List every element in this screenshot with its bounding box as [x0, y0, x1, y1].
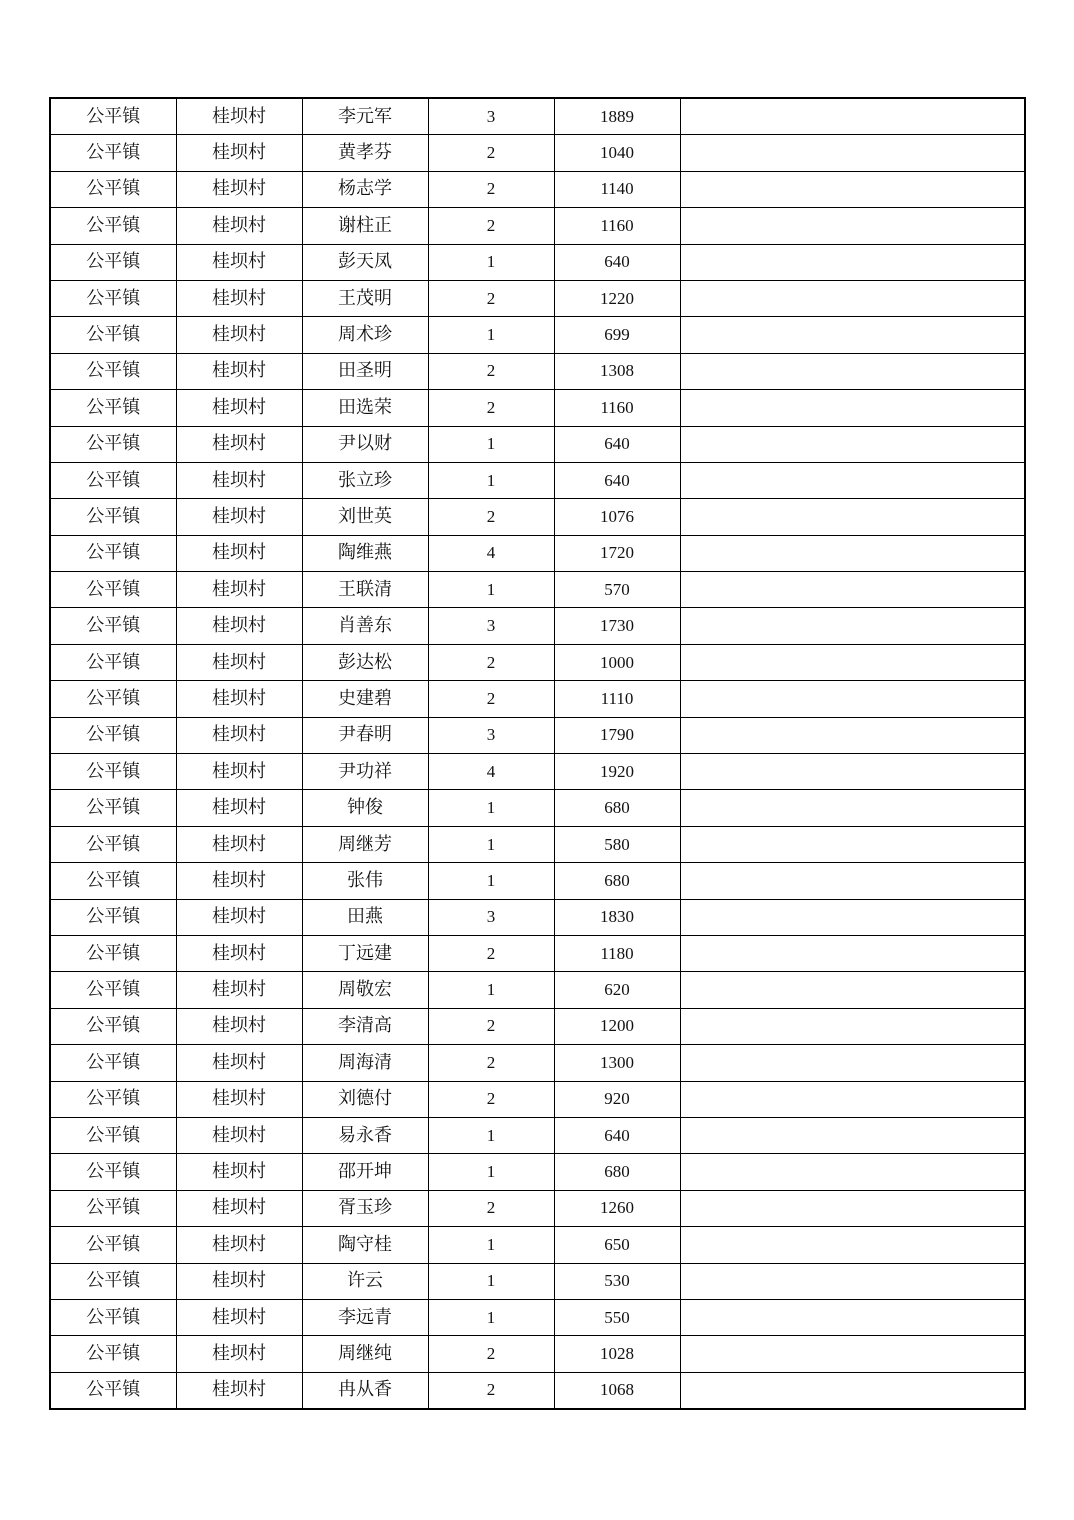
person-name-cell: 周继芳 [302, 826, 428, 862]
amount-cell: 640 [554, 462, 680, 498]
person-name-cell: 彭达松 [302, 644, 428, 680]
household-count-cell: 2 [428, 171, 554, 207]
person-name-cell: 陶维燕 [302, 535, 428, 571]
table-row [50, 1154, 1025, 1190]
household-count-cell: 1 [428, 863, 554, 899]
person-name-cell: 王茂明 [302, 280, 428, 316]
person-name-cell: 李元军 [302, 98, 428, 135]
town-cell: 公平镇 [50, 1008, 176, 1044]
person-name-cell: 谢柱正 [302, 208, 428, 244]
amount-cell: 640 [554, 244, 680, 280]
household-count-cell: 1 [428, 1154, 554, 1190]
town-cell: 公平镇 [50, 790, 176, 826]
village-cell: 桂坝村 [176, 1045, 302, 1081]
data-table-container [49, 97, 1024, 1410]
amount-cell: 620 [554, 972, 680, 1008]
table-row [50, 863, 1025, 899]
amount-cell: 550 [554, 1299, 680, 1335]
town-cell: 公平镇 [50, 353, 176, 389]
household-count-cell: 3 [428, 98, 554, 135]
village-cell: 桂坝村 [176, 826, 302, 862]
household-count-cell: 4 [428, 754, 554, 790]
person-name-cell: 胥玉珍 [302, 1190, 428, 1226]
table-row [50, 754, 1025, 790]
town-cell: 公平镇 [50, 1117, 176, 1153]
household-count-cell: 1 [428, 1299, 554, 1335]
town-cell: 公平镇 [50, 390, 176, 426]
village-cell: 桂坝村 [176, 935, 302, 971]
village-cell: 桂坝村 [176, 608, 302, 644]
person-name-cell: 尹功祥 [302, 754, 428, 790]
amount-cell: 1180 [554, 935, 680, 971]
table-row [50, 826, 1025, 862]
table-row [50, 135, 1025, 171]
town-cell: 公平镇 [50, 171, 176, 207]
remarks-cell [680, 717, 1025, 753]
town-cell: 公平镇 [50, 899, 176, 935]
person-name-cell: 彭天凤 [302, 244, 428, 280]
village-cell: 桂坝村 [176, 280, 302, 316]
town-cell: 公平镇 [50, 717, 176, 753]
household-count-cell: 1 [428, 426, 554, 462]
amount-cell: 1790 [554, 717, 680, 753]
town-cell: 公平镇 [50, 644, 176, 680]
amount-cell: 530 [554, 1263, 680, 1299]
village-cell: 桂坝村 [176, 899, 302, 935]
remarks-cell [680, 681, 1025, 717]
village-cell: 桂坝村 [176, 1263, 302, 1299]
remarks-cell [680, 353, 1025, 389]
table-row [50, 208, 1025, 244]
table-row [50, 681, 1025, 717]
table-row [50, 790, 1025, 826]
person-name-cell: 陶守桂 [302, 1227, 428, 1263]
household-count-cell: 3 [428, 717, 554, 753]
remarks-cell [680, 863, 1025, 899]
town-cell: 公平镇 [50, 681, 176, 717]
village-cell: 桂坝村 [176, 681, 302, 717]
remarks-cell [680, 1299, 1025, 1335]
table-row [50, 171, 1025, 207]
household-count-cell: 2 [428, 390, 554, 426]
amount-cell: 1720 [554, 535, 680, 571]
amount-cell: 1889 [554, 98, 680, 135]
remarks-cell [680, 499, 1025, 535]
village-cell: 桂坝村 [176, 208, 302, 244]
person-name-cell: 邵开坤 [302, 1154, 428, 1190]
town-cell: 公平镇 [50, 1336, 176, 1372]
town-cell: 公平镇 [50, 208, 176, 244]
amount-cell: 650 [554, 1227, 680, 1263]
person-name-cell: 周术珍 [302, 317, 428, 353]
town-cell: 公平镇 [50, 1227, 176, 1263]
person-name-cell: 冉从香 [302, 1372, 428, 1409]
table-body [50, 98, 1025, 1409]
village-cell: 桂坝村 [176, 972, 302, 1008]
table-row [50, 717, 1025, 753]
table-row [50, 1372, 1025, 1409]
table-row [50, 1227, 1025, 1263]
village-cell: 桂坝村 [176, 390, 302, 426]
person-name-cell: 刘世英 [302, 499, 428, 535]
person-name-cell: 尹春明 [302, 717, 428, 753]
table-row [50, 426, 1025, 462]
town-cell: 公平镇 [50, 499, 176, 535]
amount-cell: 680 [554, 863, 680, 899]
table-row [50, 1336, 1025, 1372]
town-cell: 公平镇 [50, 1190, 176, 1226]
village-cell: 桂坝村 [176, 1154, 302, 1190]
household-count-cell: 1 [428, 572, 554, 608]
remarks-cell [680, 171, 1025, 207]
remarks-cell [680, 899, 1025, 935]
village-cell: 桂坝村 [176, 572, 302, 608]
household-count-cell: 2 [428, 208, 554, 244]
table-row [50, 972, 1025, 1008]
household-count-cell: 1 [428, 1117, 554, 1153]
village-cell: 桂坝村 [176, 426, 302, 462]
town-cell: 公平镇 [50, 135, 176, 171]
table-row [50, 1299, 1025, 1335]
village-cell: 桂坝村 [176, 462, 302, 498]
village-cell: 桂坝村 [176, 135, 302, 171]
household-count-cell: 1 [428, 1263, 554, 1299]
town-cell: 公平镇 [50, 317, 176, 353]
remarks-cell [680, 608, 1025, 644]
person-name-cell: 田选荣 [302, 390, 428, 426]
village-cell: 桂坝村 [176, 1190, 302, 1226]
village-cell: 桂坝村 [176, 171, 302, 207]
household-count-cell: 2 [428, 135, 554, 171]
amount-cell: 1110 [554, 681, 680, 717]
household-count-cell: 3 [428, 608, 554, 644]
amount-cell: 640 [554, 1117, 680, 1153]
person-name-cell: 黄孝芬 [302, 135, 428, 171]
person-name-cell: 周继纯 [302, 1336, 428, 1372]
town-cell: 公平镇 [50, 1263, 176, 1299]
table-row [50, 390, 1025, 426]
amount-cell: 580 [554, 826, 680, 862]
table-row [50, 572, 1025, 608]
amount-cell: 1920 [554, 754, 680, 790]
table-row [50, 899, 1025, 935]
amount-cell: 1040 [554, 135, 680, 171]
amount-cell: 570 [554, 572, 680, 608]
person-name-cell: 李清高 [302, 1008, 428, 1044]
amount-cell: 1076 [554, 499, 680, 535]
household-count-cell: 1 [428, 790, 554, 826]
remarks-cell [680, 1045, 1025, 1081]
household-count-cell: 1 [428, 972, 554, 1008]
village-cell: 桂坝村 [176, 1227, 302, 1263]
amount-cell: 1300 [554, 1045, 680, 1081]
table-row [50, 1008, 1025, 1044]
person-name-cell: 张立珍 [302, 462, 428, 498]
household-count-cell: 2 [428, 1190, 554, 1226]
amount-cell: 1140 [554, 171, 680, 207]
amount-cell: 699 [554, 317, 680, 353]
remarks-cell [680, 280, 1025, 316]
amount-cell: 1028 [554, 1336, 680, 1372]
table-row [50, 935, 1025, 971]
remarks-cell [680, 754, 1025, 790]
village-cell: 桂坝村 [176, 1117, 302, 1153]
village-cell: 桂坝村 [176, 1336, 302, 1372]
town-cell: 公平镇 [50, 863, 176, 899]
remarks-cell [680, 535, 1025, 571]
amount-cell: 1830 [554, 899, 680, 935]
remarks-cell [680, 1117, 1025, 1153]
table-row [50, 608, 1025, 644]
remarks-cell [680, 135, 1025, 171]
table-row [50, 1117, 1025, 1153]
amount-cell: 680 [554, 790, 680, 826]
town-cell: 公平镇 [50, 1154, 176, 1190]
town-cell: 公平镇 [50, 935, 176, 971]
amount-cell: 1220 [554, 280, 680, 316]
remarks-cell [680, 244, 1025, 280]
village-cell: 桂坝村 [176, 499, 302, 535]
village-cell: 桂坝村 [176, 1372, 302, 1409]
remarks-cell [680, 462, 1025, 498]
town-cell: 公平镇 [50, 280, 176, 316]
remarks-cell [680, 1336, 1025, 1372]
remarks-cell [680, 1263, 1025, 1299]
remarks-cell [680, 1081, 1025, 1117]
village-cell: 桂坝村 [176, 1081, 302, 1117]
household-count-cell: 2 [428, 681, 554, 717]
amount-cell: 1000 [554, 644, 680, 680]
household-count-cell: 2 [428, 1045, 554, 1081]
table-row [50, 1190, 1025, 1226]
remarks-cell [680, 208, 1025, 244]
person-name-cell: 肖善东 [302, 608, 428, 644]
village-cell: 桂坝村 [176, 98, 302, 135]
household-count-cell: 1 [428, 244, 554, 280]
village-cell: 桂坝村 [176, 754, 302, 790]
remarks-cell [680, 1154, 1025, 1190]
town-cell: 公平镇 [50, 1299, 176, 1335]
town-cell: 公平镇 [50, 1372, 176, 1409]
amount-cell: 1160 [554, 208, 680, 244]
amount-cell: 1160 [554, 390, 680, 426]
household-count-cell: 3 [428, 899, 554, 935]
remarks-cell [680, 826, 1025, 862]
table-row [50, 353, 1025, 389]
table-row [50, 1081, 1025, 1117]
town-cell: 公平镇 [50, 462, 176, 498]
household-count-cell: 2 [428, 1081, 554, 1117]
amount-cell: 1068 [554, 1372, 680, 1409]
table-row [50, 317, 1025, 353]
person-name-cell: 周敬宏 [302, 972, 428, 1008]
village-cell: 桂坝村 [176, 790, 302, 826]
person-name-cell: 李远青 [302, 1299, 428, 1335]
town-cell: 公平镇 [50, 754, 176, 790]
village-cell: 桂坝村 [176, 353, 302, 389]
person-name-cell: 周海清 [302, 1045, 428, 1081]
town-cell: 公平镇 [50, 572, 176, 608]
remarks-cell [680, 644, 1025, 680]
table-row [50, 244, 1025, 280]
household-count-cell: 1 [428, 1227, 554, 1263]
person-name-cell: 张伟 [302, 863, 428, 899]
household-count-cell: 1 [428, 317, 554, 353]
town-cell: 公平镇 [50, 98, 176, 135]
amount-cell: 1260 [554, 1190, 680, 1226]
remarks-cell [680, 390, 1025, 426]
village-cell: 桂坝村 [176, 863, 302, 899]
remarks-cell [680, 572, 1025, 608]
remarks-cell [680, 972, 1025, 1008]
village-cell: 桂坝村 [176, 535, 302, 571]
person-name-cell: 史建碧 [302, 681, 428, 717]
remarks-cell [680, 790, 1025, 826]
person-name-cell: 钟俊 [302, 790, 428, 826]
village-cell: 桂坝村 [176, 317, 302, 353]
town-cell: 公平镇 [50, 1081, 176, 1117]
table-row [50, 98, 1025, 135]
table-row [50, 1263, 1025, 1299]
town-cell: 公平镇 [50, 826, 176, 862]
village-cell: 桂坝村 [176, 1008, 302, 1044]
person-name-cell: 尹以财 [302, 426, 428, 462]
remarks-cell [680, 317, 1025, 353]
town-cell: 公平镇 [50, 244, 176, 280]
town-cell: 公平镇 [50, 535, 176, 571]
town-cell: 公平镇 [50, 608, 176, 644]
household-count-cell: 2 [428, 1008, 554, 1044]
person-name-cell: 杨志学 [302, 171, 428, 207]
household-count-cell: 4 [428, 535, 554, 571]
village-cell: 桂坝村 [176, 244, 302, 280]
remarks-cell [680, 1008, 1025, 1044]
village-cell: 桂坝村 [176, 644, 302, 680]
amount-cell: 680 [554, 1154, 680, 1190]
household-count-cell: 1 [428, 462, 554, 498]
remarks-cell [680, 935, 1025, 971]
amount-cell: 1730 [554, 608, 680, 644]
household-count-cell: 2 [428, 935, 554, 971]
town-cell: 公平镇 [50, 972, 176, 1008]
remarks-cell [680, 1372, 1025, 1409]
person-name-cell: 王联清 [302, 572, 428, 608]
person-name-cell: 丁远建 [302, 935, 428, 971]
town-cell: 公平镇 [50, 1045, 176, 1081]
table-row [50, 499, 1025, 535]
village-cell: 桂坝村 [176, 717, 302, 753]
table-row [50, 535, 1025, 571]
person-name-cell: 田圣明 [302, 353, 428, 389]
household-count-cell: 2 [428, 280, 554, 316]
table-row [50, 644, 1025, 680]
remarks-cell [680, 1190, 1025, 1226]
person-name-cell: 许云 [302, 1263, 428, 1299]
table-row [50, 1045, 1025, 1081]
household-count-cell: 2 [428, 1336, 554, 1372]
town-cell: 公平镇 [50, 426, 176, 462]
assistance-table [49, 97, 1026, 1410]
household-count-cell: 1 [428, 826, 554, 862]
person-name-cell: 田燕 [302, 899, 428, 935]
table-row [50, 280, 1025, 316]
household-count-cell: 2 [428, 353, 554, 389]
person-name-cell: 刘德付 [302, 1081, 428, 1117]
amount-cell: 920 [554, 1081, 680, 1117]
remarks-cell [680, 1227, 1025, 1263]
amount-cell: 1200 [554, 1008, 680, 1044]
remarks-cell [680, 426, 1025, 462]
amount-cell: 1308 [554, 353, 680, 389]
household-count-cell: 2 [428, 644, 554, 680]
household-count-cell: 2 [428, 499, 554, 535]
amount-cell: 640 [554, 426, 680, 462]
household-count-cell: 2 [428, 1372, 554, 1409]
table-row [50, 462, 1025, 498]
person-name-cell: 易永香 [302, 1117, 428, 1153]
village-cell: 桂坝村 [176, 1299, 302, 1335]
remarks-cell [680, 98, 1025, 135]
